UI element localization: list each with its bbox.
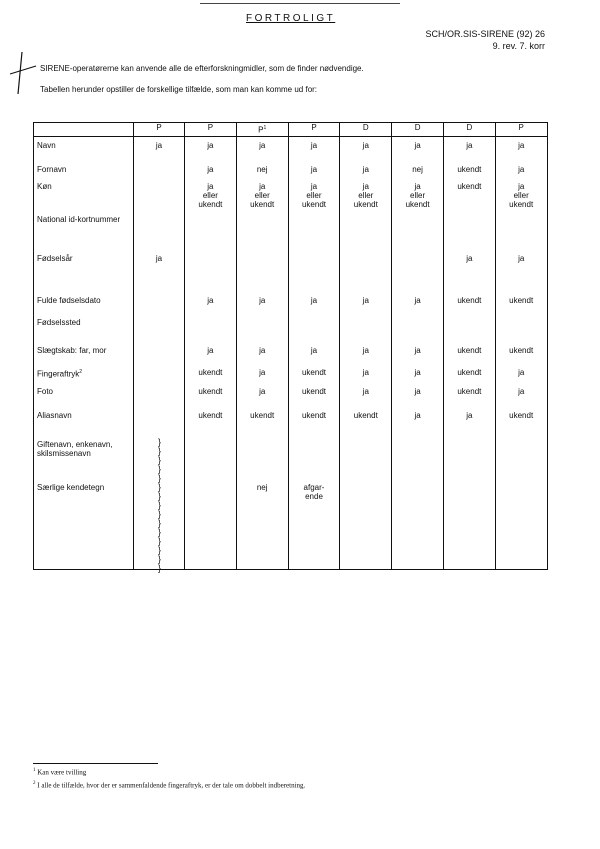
table-cell: ukendt (495, 407, 547, 437)
table-cell (185, 315, 237, 341)
table-cell: ja (134, 136, 185, 162)
table-cell: ja eller ukendt (288, 180, 340, 212)
table-row (34, 407, 548, 437)
table-cell: ukendt (185, 384, 237, 408)
table-header-row (34, 123, 548, 137)
brace-glyph: } (158, 554, 162, 564)
table-cell (134, 315, 185, 341)
reference-code: SCH/OR.SIS-SIRENE (92) 26 (425, 29, 545, 39)
table-cell: ja (392, 407, 444, 437)
table-cell: ja (495, 136, 547, 162)
table-cell: ja (392, 291, 444, 316)
table-cell: ja (236, 365, 288, 383)
table-cell: ja (340, 341, 392, 365)
table-cell (134, 384, 185, 408)
table-cell: ukendt (443, 180, 495, 212)
table-cell: ja eller ukendt (495, 180, 547, 212)
table-cell (134, 341, 185, 365)
table-cell: ja (288, 162, 340, 180)
row-label-text: Fulde fødselsdato (37, 295, 101, 305)
footnote-2 (33, 781, 305, 789)
footnote-number: 2 (33, 781, 36, 786)
table-cell (236, 213, 288, 250)
row-label (34, 384, 134, 408)
classification-heading: FORTROLIGT (246, 13, 336, 24)
table-cell: ukendt (443, 341, 495, 365)
table-row (34, 291, 548, 316)
table-cell: ja (495, 162, 547, 180)
table-cell: ja eller ukendt (236, 180, 288, 212)
table-cell (392, 250, 444, 291)
table-cell: ja (288, 136, 340, 162)
table-cell: ukendt (185, 407, 237, 437)
table-cell (340, 438, 392, 481)
table-row (34, 341, 548, 365)
row-footnote-ref: 2 (79, 369, 83, 376)
table-cell (443, 481, 495, 570)
row-label-text: Giftenavn, enkenavn, skilsmissenavn (37, 439, 113, 458)
brace-glyph: } (158, 500, 162, 510)
row-label-text: Aliasnavn (37, 411, 72, 421)
table-cell: ja (495, 365, 547, 383)
table-cell: ja (236, 136, 288, 162)
brace-glyph: } (158, 527, 162, 537)
table-cell: ja eller ukendt (185, 180, 237, 212)
table-cell (392, 213, 444, 250)
row-label (34, 341, 134, 365)
row-label (34, 315, 134, 341)
footnote-1 (33, 768, 86, 776)
table-cell: ja (236, 291, 288, 316)
table-cell (185, 438, 237, 481)
brace-glyph: } (158, 446, 162, 456)
margin-revision-mark-icon (8, 50, 38, 100)
table-row (34, 250, 548, 291)
table-cell (340, 481, 392, 570)
table-cell: ja (392, 341, 444, 365)
row-label-text: Fødselsår (37, 253, 73, 263)
row-label (34, 438, 134, 481)
table-cell (288, 213, 340, 250)
column-header: P (185, 123, 237, 137)
table-cell (495, 213, 547, 250)
table-cell: ukendt (443, 162, 495, 180)
table-cell: ja (236, 341, 288, 365)
table-cell (443, 213, 495, 250)
table-cell (288, 315, 340, 341)
table-cell (236, 250, 288, 291)
table-cell: ukendt (443, 384, 495, 408)
table-cell: ja (134, 250, 185, 291)
table-cell: ja (185, 136, 237, 162)
brace-glyph: } (158, 536, 162, 546)
table-cell (495, 481, 547, 570)
intro-paragraph: SIRENE-operatørerne kan anvende alle de efterforskningmidler, som de finder nødvendige. (40, 64, 364, 73)
row-label-text: Fornavn (37, 165, 67, 175)
footnote-divider (33, 763, 158, 764)
table-cell: ja (288, 291, 340, 316)
table-cell (288, 438, 340, 481)
row-label (34, 481, 134, 570)
table-row (34, 180, 548, 212)
row-label-text: Foto (37, 386, 54, 396)
table-row (34, 481, 548, 570)
row-label-text: Slægtskab: far, mor (37, 346, 107, 356)
table-cell (134, 180, 185, 212)
table-cell (185, 213, 237, 250)
table-cell: afgar- ende (288, 481, 340, 570)
table-cell: ukendt (340, 407, 392, 437)
table-cell: nej (236, 481, 288, 570)
column-header: D (340, 123, 392, 137)
table-cell: ja (236, 384, 288, 408)
table-cell: ja (185, 291, 237, 316)
row-label (34, 180, 134, 212)
table-cell: ukendt (495, 291, 547, 316)
column-header (236, 123, 288, 137)
table-cell (443, 438, 495, 481)
table-cell: ukendt (288, 365, 340, 383)
row-label-text: Fødselssted (37, 318, 81, 328)
table-cell: ukendt (185, 365, 237, 383)
brace-glyph: } (158, 482, 162, 492)
table-cell: ukendt (236, 407, 288, 437)
column-footnote-ref: 1 (263, 125, 267, 131)
table-cell: ja (392, 384, 444, 408)
table-cell: ja (340, 136, 392, 162)
row-label (34, 365, 134, 383)
row-label (34, 407, 134, 437)
row-label-text: Køn (37, 182, 52, 192)
table-cell: nej (392, 162, 444, 180)
top-edge-rule (200, 3, 400, 4)
table-cell (134, 291, 185, 316)
column-header: P (495, 123, 547, 137)
table-cell (236, 315, 288, 341)
row-label (34, 213, 134, 250)
table-cell (392, 438, 444, 481)
table-cell: ukendt (288, 384, 340, 408)
table-cell: ja (340, 365, 392, 383)
column-header: P (134, 123, 185, 137)
table-cell: ja (392, 365, 444, 383)
table-cell (392, 481, 444, 570)
table-row (34, 384, 548, 408)
table-cell: ja (495, 384, 547, 408)
brace-glyph: } (158, 464, 162, 474)
column-header: P (288, 123, 340, 137)
identification-table (33, 122, 548, 570)
row-label-text: Fingeraftryk (37, 369, 80, 379)
table-cell (340, 315, 392, 341)
table-cell: ukendt (443, 291, 495, 316)
table-cell: ja (340, 162, 392, 180)
row-label (34, 250, 134, 291)
table-cell (392, 315, 444, 341)
row-label-text: Særlige kendetegn (37, 482, 105, 492)
table-cell (236, 438, 288, 481)
footnote-text: I alle de tilfælde, hvor der er sammenfaldende fingeraftryk, er der tale om dobbelt indberetning. (37, 781, 306, 790)
column-header: D (392, 123, 444, 137)
table-cell: ja eller ukendt (340, 180, 392, 212)
brace-glyph: } (158, 509, 162, 519)
column-header-label: P (258, 125, 264, 135)
table-cell: ukendt (495, 341, 547, 365)
table-row (34, 315, 548, 341)
table-cell (185, 481, 237, 570)
table-cell: ja (288, 341, 340, 365)
row-label (34, 162, 134, 180)
table-cell (340, 213, 392, 250)
column-header: D (443, 123, 495, 137)
table-cell (340, 250, 392, 291)
table-cell: ja (443, 250, 495, 291)
table-cell (495, 315, 547, 341)
table-cell: ukendt (443, 365, 495, 383)
table-row (34, 213, 548, 250)
row-label (34, 136, 134, 162)
table-cell: ja (443, 407, 495, 437)
table-cell: ja (392, 136, 444, 162)
table-cell (288, 250, 340, 291)
brace-glyph: } (158, 518, 162, 528)
row-label-text: National id-kortnummer (37, 214, 121, 224)
table-row (34, 136, 548, 162)
table-cell (134, 162, 185, 180)
brace-glyph: } (158, 455, 162, 465)
table-row (34, 438, 548, 481)
row-label-text: Navn (37, 140, 56, 150)
table-cell (134, 365, 185, 383)
brace-glyph: } (158, 473, 162, 483)
brace-glyph: } (158, 491, 162, 501)
brace-glyph: } (158, 545, 162, 555)
table-cell (443, 315, 495, 341)
table-cell (134, 407, 185, 437)
footnote-text: Kan være tvilling (37, 768, 87, 777)
table-cell: nej (236, 162, 288, 180)
table-cell (185, 250, 237, 291)
brace-glyph: } (158, 563, 162, 573)
table-cell: ja (495, 250, 547, 291)
table-cell: ja (443, 136, 495, 162)
brace-glyph: } (158, 437, 162, 447)
table-cell (495, 438, 547, 481)
header-blank-cell (34, 123, 134, 137)
table-intro-sentence: Tabellen herunder opstiller de forskellige tilfælde, som man kan komme ud for: (40, 85, 318, 94)
table-cell: ja (185, 162, 237, 180)
table-cell: ja (340, 291, 392, 316)
document-reference (425, 28, 545, 52)
table-cell: ukendt (288, 407, 340, 437)
table-cell: ja eller ukendt (392, 180, 444, 212)
table-cell: ja (340, 384, 392, 408)
table-row (34, 365, 548, 383)
revision-note: 9. rev. 7. korr (492, 41, 545, 51)
table-row (34, 162, 548, 180)
footnote-number: 1 (33, 768, 36, 773)
table-cell (134, 213, 185, 250)
row-label (34, 291, 134, 316)
table-cell: ja (185, 341, 237, 365)
